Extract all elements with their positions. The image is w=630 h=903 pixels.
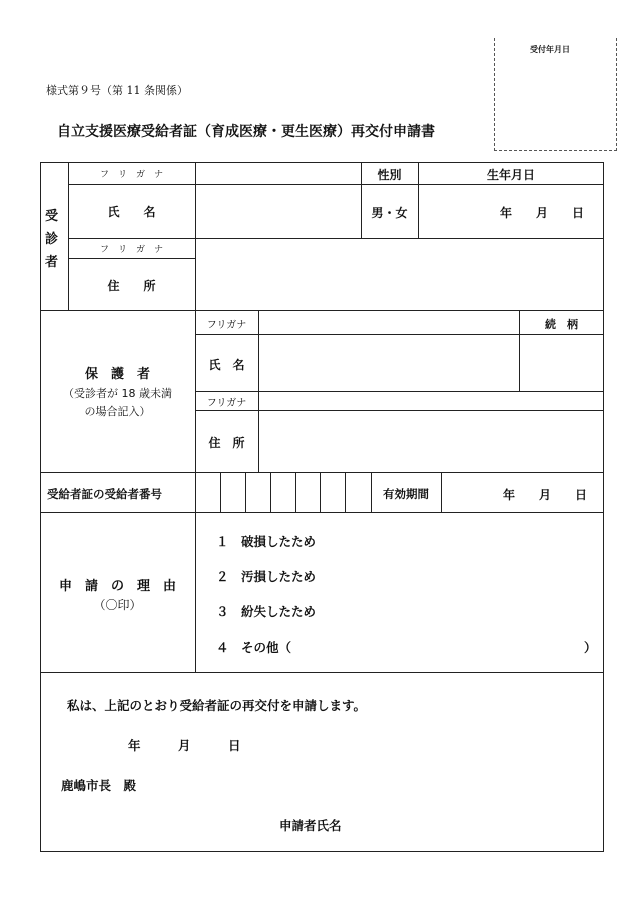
guardian-address-field[interactable] <box>259 411 603 471</box>
guardian-furigana-label: フリガナ <box>206 320 247 331</box>
birthdate-field[interactable]: 年 月 日 <box>500 206 585 220</box>
gender-options[interactable]: 男・女 <box>371 206 408 220</box>
patient-furigana-label: フ リ ガ ナ <box>99 170 163 180</box>
addressee: 鹿嶋市長 殿 <box>61 778 137 793</box>
reason-option-damaged[interactable]: １ 破損したため <box>216 534 317 549</box>
guardian-address-furigana-label: フリガナ <box>206 398 247 409</box>
guardian-name-field[interactable] <box>259 335 518 390</box>
relationship-field[interactable] <box>520 335 603 390</box>
page-title: 自立支援医療受給者証（育成医療・更生医療）再交付申請書 <box>57 124 435 140</box>
patient-section-char-2: 診 <box>45 232 59 247</box>
guardian-address-label: 住 所 <box>208 436 245 450</box>
reception-date-label: 受付年月日 <box>530 45 570 54</box>
patient-furigana-field[interactable] <box>196 163 360 183</box>
application-date-field[interactable]: 年 月 日 <box>128 738 241 753</box>
patient-section-char-3: 者 <box>45 255 59 270</box>
validity-field[interactable]: 年 月 日 <box>503 488 588 502</box>
guardian-title: 保 護 者 <box>84 367 150 382</box>
patient-address-label: 住 所 <box>107 279 156 293</box>
form-number: 様式第９号（第 11 条関係） <box>46 84 188 97</box>
patient-name-label: 氏 名 <box>107 205 156 219</box>
reason-title: 申 請 の 理 由 <box>58 579 176 594</box>
reason-option-soiled[interactable]: ２ 汚損したため <box>216 569 317 584</box>
validity-label: 有効期間 <box>383 487 429 501</box>
reason-other-close-paren: ） <box>584 640 597 655</box>
reason-option-lost[interactable]: ３ 紛失したため <box>216 604 317 619</box>
patient-address-furigana-label: フ リ ガ ナ <box>99 245 163 255</box>
guardian-note-line2: の場合記入） <box>84 405 151 418</box>
reason-option-other[interactable]: ４ その他（ <box>216 640 292 655</box>
guardian-name-label: 氏 名 <box>208 358 245 372</box>
birthdate-header: 生年月日 <box>486 168 535 182</box>
declaration-text: 私は、上記のとおり受給者証の再交付を申請します。 <box>67 698 367 713</box>
patient-address-field[interactable] <box>196 239 603 309</box>
patient-section-char-1: 受 <box>45 209 59 224</box>
recipient-number-field[interactable] <box>196 473 370 511</box>
guardian-furigana-field[interactable] <box>259 311 518 333</box>
patient-name-field[interactable] <box>196 185 360 237</box>
reason-other-field[interactable] <box>290 634 580 656</box>
gender-header: 性別 <box>377 168 402 182</box>
recipient-number-label: 受給者証の受給者番号 <box>47 487 162 501</box>
relationship-label: 続 柄 <box>545 318 578 331</box>
guardian-note-line1: （受診者が 18 歳未満 <box>63 387 172 400</box>
applicant-name-field[interactable] <box>360 810 590 834</box>
applicant-name-label: 申請者氏名 <box>279 818 342 833</box>
reason-subtitle: （〇印） <box>93 598 142 612</box>
